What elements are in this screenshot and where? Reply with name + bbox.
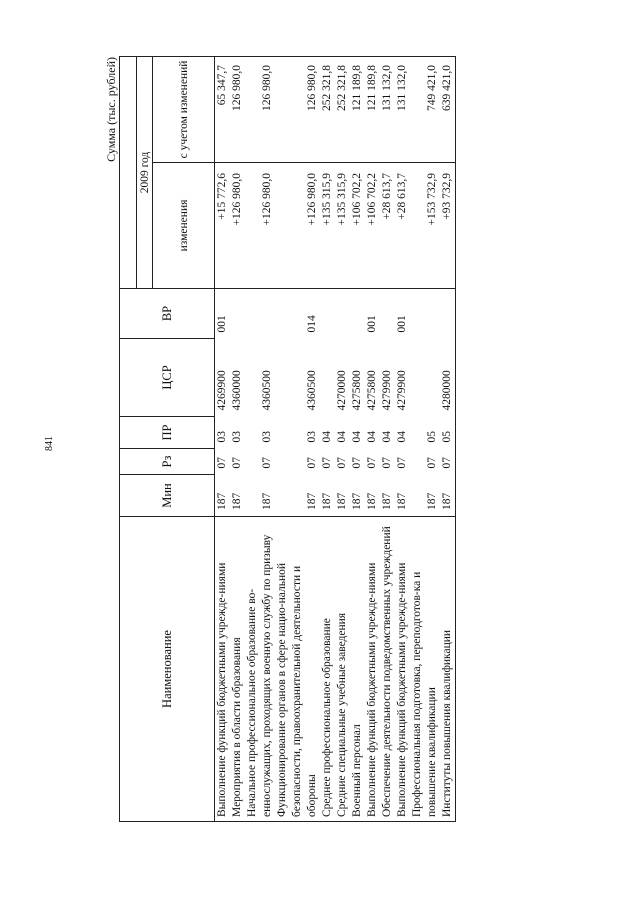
row-min: 187 — [395, 475, 410, 517]
row-pr: 03 — [216, 431, 228, 443]
row-vr: 001 — [365, 289, 380, 339]
row-csr: 4279900 — [396, 370, 408, 411]
row-rz: 07 — [366, 457, 378, 469]
row-pr: 03 — [306, 431, 318, 443]
row-changes: +93 732,9 — [440, 163, 456, 289]
row-name: Начальное профессиональное образование во-еннослужащих, проходящих военную службу по призыву — [245, 517, 275, 822]
row-total: 749 421,0 — [410, 57, 440, 163]
header-vr: ВР — [120, 289, 215, 339]
row-min: 187 — [380, 475, 395, 517]
page-number: 841 — [44, 436, 55, 451]
row-total: 126 980,0 — [245, 57, 275, 163]
row-total: 639 421,0 — [440, 57, 456, 163]
row-pr: 04 — [396, 431, 408, 443]
row-total: 65 347,7 — [215, 57, 231, 163]
row-rz: 07 — [216, 457, 228, 469]
row-rz: 07 — [231, 457, 243, 469]
row-rz: 07 — [396, 457, 408, 469]
row-vr — [245, 289, 275, 339]
row-csr: 4270000 — [336, 370, 348, 411]
row-changes: +28 613,7 — [395, 163, 410, 289]
row-min: 187 — [215, 475, 231, 517]
row-changes: +126 980,0 — [245, 163, 275, 289]
row-pr: 03 — [231, 431, 243, 443]
row-rz: 07 — [336, 457, 348, 469]
budget-table-sheet — [104, 57, 559, 822]
row-csr: 4360500 — [306, 370, 318, 411]
header-min: Мин — [120, 475, 215, 517]
row-name: Выполнение функций бюджетными учрежде-ниями — [395, 517, 410, 822]
row-csr: 4269900 — [216, 370, 228, 411]
row-rz: 07 — [381, 457, 393, 469]
row-name: Среднее профессиональное образование — [320, 517, 335, 822]
row-total: 252 321,8 — [320, 57, 335, 163]
table-row — [215, 57, 231, 822]
row-min: 187 — [440, 475, 456, 517]
row-changes: +135 315,9 — [335, 163, 350, 289]
row-csr: 4279900 — [381, 370, 393, 411]
table-row — [320, 57, 335, 822]
row-pr: 05 — [440, 417, 456, 449]
table-row — [395, 57, 410, 822]
table-row — [440, 57, 456, 822]
table-row — [365, 57, 380, 822]
row-total: 126 980,0 — [230, 57, 245, 163]
budget-table — [119, 56, 456, 822]
row-total: 126 980,0 — [275, 57, 320, 163]
row-pr: 04 — [366, 431, 378, 443]
row-name: Функционирование органов в сфере нацио-нальной безопасности, правоохранительной деятельности и обороны — [275, 517, 320, 822]
header-pr: ПР — [120, 417, 215, 449]
row-min: 187 — [320, 475, 335, 517]
row-min: 187 — [365, 475, 380, 517]
row-name: Институты повышения квалификации — [440, 517, 456, 822]
row-changes: +126 980,0 — [275, 163, 320, 289]
row-pr: 04 — [321, 431, 333, 443]
table-row — [410, 57, 440, 822]
row-min: 187 — [275, 475, 320, 517]
row-csr — [320, 339, 335, 417]
row-total: 131 132,0 — [380, 57, 395, 163]
table-row — [380, 57, 395, 822]
row-changes: +153 732,9 — [410, 163, 440, 289]
header-name: Наименование — [120, 517, 215, 822]
table-body — [215, 57, 456, 822]
row-rz: 07 — [321, 457, 333, 469]
row-min: 187 — [410, 475, 440, 517]
row-total: 121 189,8 — [365, 57, 380, 163]
table-caption: Сумма (тыс. рублей) — [104, 57, 118, 162]
row-pr: 04 — [336, 431, 348, 443]
header-csr: ЦСР — [120, 339, 215, 417]
row-vr: 014 — [275, 289, 320, 339]
row-csr: 4275800 — [351, 370, 363, 411]
row-changes: +28 613,7 — [380, 163, 395, 289]
table-row — [230, 57, 245, 822]
row-csr: 4275800 — [366, 370, 378, 411]
row-changes: +135 315,9 — [320, 163, 335, 289]
row-name: Выполнение функций бюджетными учрежде-ниями — [365, 517, 380, 822]
row-vr — [350, 289, 365, 339]
row-rz: 07 — [426, 457, 438, 469]
header-year: 2009 год — [137, 57, 153, 289]
row-vr — [320, 289, 335, 339]
row-pr: 05 — [426, 431, 438, 443]
table-row — [275, 57, 320, 822]
row-min: 187 — [230, 475, 245, 517]
row-name: Военный персонал — [350, 517, 365, 822]
row-name: Обеспечение деятельности подведомственных учреждений — [380, 517, 395, 822]
row-changes: +106 702,2 — [350, 163, 365, 289]
row-name: Выполнение функций бюджетными учрежде-ниями — [215, 517, 231, 822]
row-changes: +106 702,2 — [365, 163, 380, 289]
row-pr: 03 — [261, 431, 273, 443]
row-vr — [230, 289, 245, 339]
row-total: 252 321,8 — [335, 57, 350, 163]
header-rz: Рз — [120, 449, 215, 475]
row-min: 187 — [245, 475, 275, 517]
row-pr: 04 — [381, 431, 393, 443]
row-rz: 07 — [440, 449, 456, 475]
table-row — [350, 57, 365, 822]
table-row — [335, 57, 350, 822]
row-vr — [440, 289, 456, 339]
row-changes: +126 980,0 — [230, 163, 245, 289]
row-vr — [410, 289, 440, 339]
row-name: Профессиональная подготовка, переподготов-ка и повышение квалификации — [410, 517, 440, 822]
header-changes: изменения — [153, 163, 215, 289]
row-csr: 4360500 — [261, 370, 273, 411]
row-min: 187 — [335, 475, 350, 517]
row-csr: 4280000 — [440, 339, 456, 417]
row-rz: 07 — [261, 457, 273, 469]
row-total: 121 189,8 — [350, 57, 365, 163]
row-pr: 04 — [351, 431, 363, 443]
row-total: 131 132,0 — [395, 57, 410, 163]
row-vr — [380, 289, 395, 339]
row-vr: 001 — [215, 289, 231, 339]
row-name: Средние специальные учебные заведения — [335, 517, 350, 822]
row-csr — [410, 339, 440, 417]
header-sum-spacer — [120, 57, 137, 289]
row-vr: 001 — [395, 289, 410, 339]
row-rz: 07 — [306, 457, 318, 469]
header-with-changes: с учетом изменений — [153, 57, 215, 163]
row-csr: 4360000 — [231, 370, 243, 411]
row-vr — [335, 289, 350, 339]
row-changes: +15 772,6 — [215, 163, 231, 289]
row-min: 187 — [350, 475, 365, 517]
row-rz: 07 — [351, 457, 363, 469]
table-row — [245, 57, 275, 822]
row-name: Мероприятия в области образования — [230, 517, 245, 822]
